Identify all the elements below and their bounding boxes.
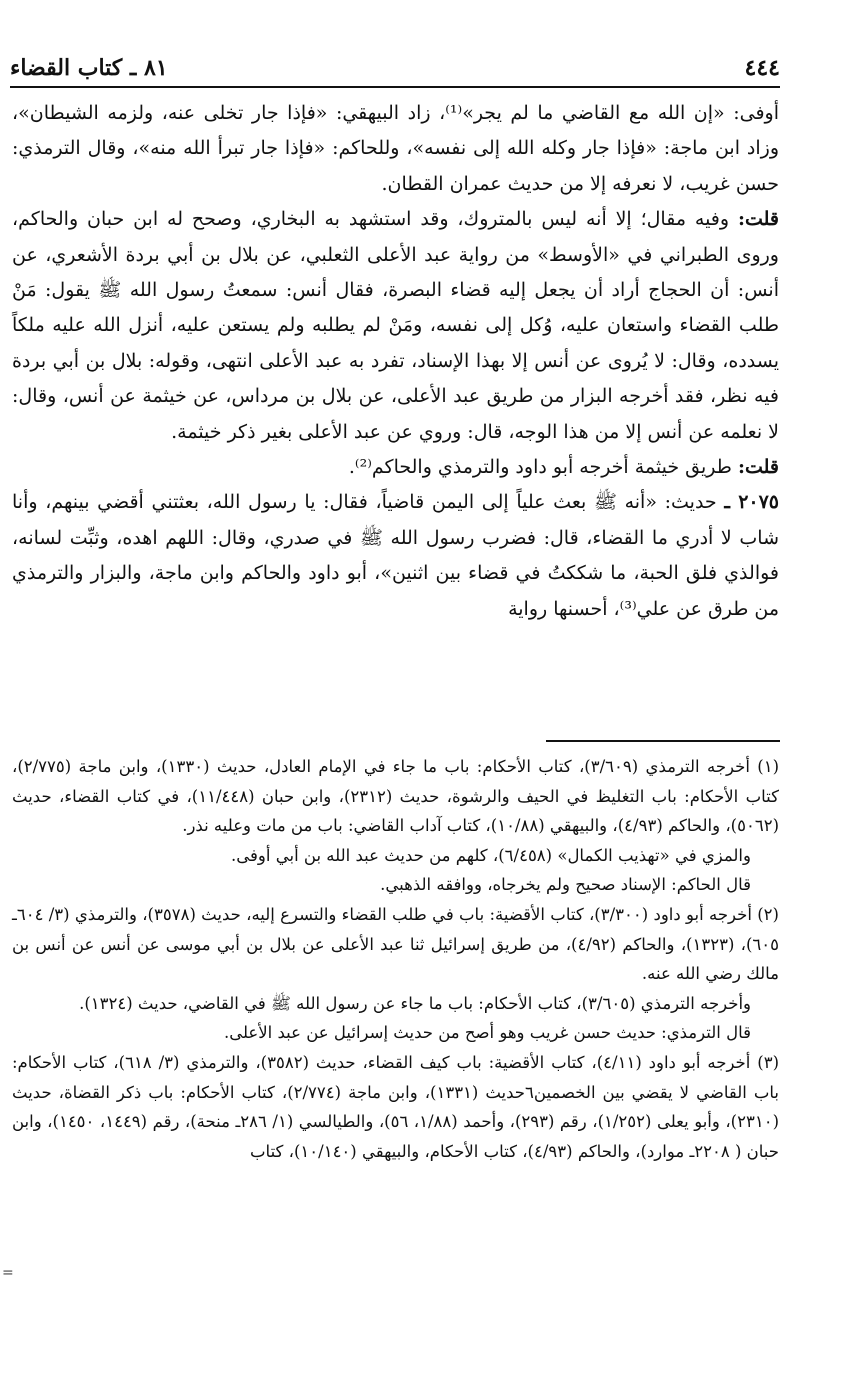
paragraph-2	[12, 202, 779, 450]
hadith-text: حديث: «أنه ﷺ بعث علياً إلى اليمن قاضياً، فقال: يا رسول الله، بعثتني أقضي بينهم، وأنا شاب لا أدري ما القضاء، قال: فضرب رسول الله ﷺ في صدري، وقال: اللهم اهده، وثبِّت لسانه، فوالذي فلق الحبة، ما شككتُ في قضاء بين اثنين»، أبو داود والحاكم وابن ماجة، والبزار والترمذي من طرق عن علي⁽³⁾، أحسنها رواية	[12, 491, 779, 620]
footnote-2: (٢) أخرجه أبو داود (٣/٣٠٠)، كتاب الأقضية: باب في طلب القضاء والتسرع إليه، حديث (٣٥٧٨)، والترمذي (٣/ ٦٠٤ـ ٦٠٥)، (١٣٢٣)، والحاكم (٤/٩٢)، من طريق إسرائيل ثنا عبد الأعلى عن بلال بن أبي موسى عن أنس عن أنس بن مالك رضي الله عنه.	[12, 904, 779, 984]
footnote-3: (٣) أخرجه أبو داود (٤/١١)، كتاب الأقضية: باب كيف القضاء، حديث (٣٥٨٢)، والترمذي (٣/ ٦١٨)، كتاب الأحكام: باب القاضي لا يقضي بين الخصمين٦حديث (١٣٣١)، وابن ماجة (٢/٧٧٤)، كتاب الأحكام: باب ذكر القضاة، حديث (٢٣١٠)، وأبو يعلى (١/٢٥٢)، رقم (٢٩٣)، وأحمد (١/٨٨، ٥٦)، والطيالسي (١/ ٢٨٦ـ منحة)، رقم (١٤٤٩، ١٤٥٠)، وابن حبان ( ٢٢٠٨ـ موارد)، والحاكم (٤/٩٣)، كتاب الأحكام، والبيهقي (١٠/١٤٠)، كتاب	[12, 1052, 779, 1161]
header-rule	[10, 86, 780, 88]
paragraph-3-text: طريق خيثمة أخرجه أبو داود والترمذي والحاكم⁽²⁾.	[348, 456, 738, 479]
paragraph-1: أوفى: «إن الله مع القاضي ما لم يجر»⁽¹⁾، زاد البيهقي: «فإذا جار تخلى عنه، ولزمه الشيطان»، وزاد ابن ماجة: «فإذا جار وكله الله إلى نفسه»، وللحاكم: «فإذا جار تبرأ الله منه»، وقال الترمذي: حسن غريب، لا نعرفه إلا من حديث عمران القطان.	[12, 102, 779, 195]
page-number: ٤٤٤	[744, 55, 780, 81]
paragraph-2-text: وفيه مقال؛ إلا أنه ليس بالمتروك، وقد استشهد به البخاري، وصحح له ابن حبان والحاكم، وروى الطبراني في «الأوسط» من رواية عبد الأعلى الثعلبي، عن بلال بن أبي بردة الأشعري، عن أنس: أن الحجاج أراد أن يجعل إليه قضاء البصرة، فقال أنس: سمعتُ رسول الله ﷺ يقول: مَنْ طلب القضاء واستعان عليه، وُكل إلى نفسه، ومَنْ لم يطلبه ولم يستعن عليه، أنزل الله عليه ملكاً يسدده، وقال: لا يُروى عن أنس إلا بهذا الإسناد، تفرد به عبد الأعلى انتهى، وقوله: بلال بن أبي بردة فيه نظر، فقد أخرجه البزار من طريق عبد الأعلى، عن بلال بن مرداس، عن خيثمة عن أنس، وقال: لا نعلمه عن أنس إلا من هذا الوجه، قال: وروي عن عبد الأعلى بغير ذكر خيثمة.	[12, 208, 779, 443]
footnotes	[12, 752, 779, 1166]
qulit-label: قلت:	[737, 456, 779, 479]
footnote-separator	[546, 740, 780, 742]
footnote-2-cont: وأخرجه الترمذي (٣/٦٠٥)، كتاب الأحكام: باب ما جاء عن رسول الله ﷺ في القاضي، حديث (١٣٢٤).	[79, 993, 751, 1013]
qulit-label: قلت:	[737, 208, 779, 231]
page-header	[10, 52, 780, 84]
footnote-1: (١) أخرجه الترمذي (٣/٦٠٩)، كتاب الأحكام: باب ما جاء في الإمام العادل، حديث (١٣٣٠)، وابن ماجة (٢/٧٧٥)، كتاب الأحكام: باب التغليظ في الحيف والرشوة، حديث (٢٣١٢)، وابن حبان (١١/٤٤٨)، في كتاب القضاء، حديث (٥٠٦٢)، والحاكم (٤/٩٣)، والبيهقي (١٠/٨٨)، كتاب آداب القاضي: باب من مات وعليه نذر.	[12, 757, 780, 836]
footnote-2-cont: قال الترمذي: حديث حسن غريب وهو أصح من حديث إسرائيل عن عبد الأعلى.	[223, 1023, 751, 1043]
paragraph-3	[12, 450, 779, 485]
footnote-1-cont: والمزي في «تهذيب الكمال» (٦/٤٥٨)، كلهم من حديث عبد الله بن أبي أوفى.	[231, 845, 751, 865]
main-text	[12, 96, 779, 627]
hadith-2075	[12, 485, 779, 627]
footnote-1-cont: قال الحاكم: الإسناد صحيح ولم يخرجاه، ووافقه الذهبي.	[380, 875, 751, 895]
continuation-mark: =	[2, 1265, 14, 1281]
hadith-number: ٢٠٧٥ ـ	[724, 491, 780, 514]
chapter-title: ٨١ ـ كتاب القضاء	[10, 55, 168, 81]
